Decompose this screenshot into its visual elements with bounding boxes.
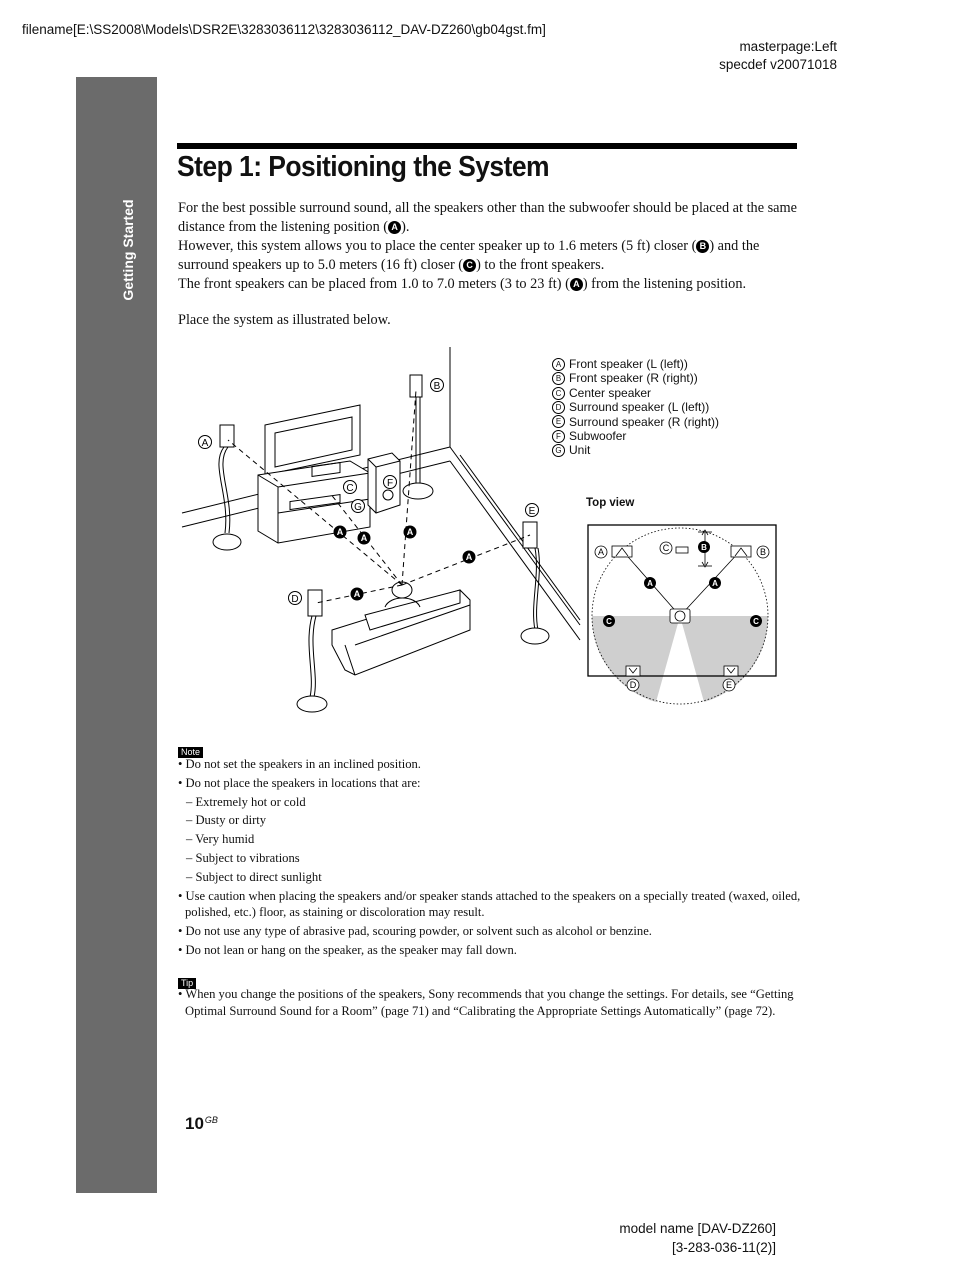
badge-a: A — [570, 278, 583, 291]
svg-text:A: A — [360, 533, 368, 543]
intro-paragraph-3: The front speakers can be placed from 1.0 to 7.0 meters (3 to 23 ft) ( A ) from the listening position. — [178, 276, 747, 292]
legend-item: D Surround speaker (L (left)) — [552, 400, 719, 414]
legend-item: E Surround speaker (R (right)) — [552, 415, 719, 429]
note-subitem: – Extremely hot or cold — [186, 794, 306, 809]
footer-model: model name [DAV-DZ260] — [619, 1221, 776, 1236]
badge-c: C — [463, 259, 476, 272]
badge-a: A — [388, 221, 401, 234]
page-suffix: GB — [204, 1115, 218, 1125]
note-item: • Do not place the speakers in locations that are: — [178, 775, 421, 790]
note-item: • Do not use any type of abrasive pad, scouring powder, or solvent such as alcohol or benzine. — [178, 924, 652, 939]
label-a — [199, 436, 212, 450]
svg-text:C: C — [753, 617, 759, 626]
header-masterpage — [719, 38, 837, 74]
svg-text:B: B — [433, 381, 441, 392]
section-sidebar — [76, 77, 157, 1193]
footer — [619, 1219, 776, 1257]
legend-item: F Subwoofer — [552, 429, 719, 443]
legend-item: G Unit — [552, 443, 719, 457]
legend-letter: G — [552, 444, 565, 457]
svg-text:E: E — [725, 680, 733, 690]
svg-text:C: C — [346, 483, 354, 494]
note-subitem: – Subject to direct sunlight — [186, 869, 322, 884]
svg-text:A: A — [712, 579, 718, 588]
svg-text:A: A — [201, 438, 209, 449]
legend-item: B Front speaker (R (right)) — [552, 371, 719, 385]
svg-text:G: G — [354, 502, 362, 513]
svg-text:A: A — [465, 552, 473, 562]
note-subitem: – Dusty or dirty — [186, 813, 267, 828]
svg-text:A: A — [353, 589, 361, 599]
note-tag: Note — [178, 742, 203, 760]
tip-item: • When you change the positions of the speakers, Sony recommends that you change the settings. For details, see “Getting Optimal Surround Sound for a Room” (page 71) and “Calibrating the Appropriate Settings Automatically” (page 72). — [178, 987, 794, 1018]
label-e — [526, 504, 539, 518]
masterpage-text: masterpage:Left — [739, 39, 837, 54]
legend-letter: C — [552, 387, 565, 400]
specdef-text: specdef v20071018 — [719, 57, 837, 72]
note-item: • Use caution when placing the speakers and/or speaker stands attached to the speakers on a specially treated (waxed, oiled, polished, etc.) floor, as staining or discoloration may result. — [178, 888, 801, 920]
svg-text:D: D — [629, 680, 637, 690]
svg-text:A: A — [647, 579, 653, 588]
legend-item: A Front speaker (L (left)) — [552, 357, 719, 371]
footer-code: [3-283-036-11(2)] — [671, 1240, 776, 1255]
page-number: $10^{GB}$ — [185, 1114, 218, 1133]
svg-text:C: C — [662, 543, 670, 553]
svg-text:A: A — [597, 547, 605, 557]
intro-text — [178, 199, 803, 294]
label-d — [289, 592, 302, 606]
note-subitem: – Very humid — [186, 832, 255, 847]
tip-text — [178, 986, 803, 1020]
tip-tag: Tip — [178, 973, 196, 991]
legend-letter: F — [552, 430, 565, 443]
page-title: Step 1: Positioning the System — [177, 151, 550, 183]
legend-letter: B — [552, 372, 565, 385]
badge-b: B — [696, 240, 709, 253]
label-c — [344, 481, 357, 495]
svg-text:B: B — [759, 547, 767, 557]
speaker-legend — [552, 357, 719, 458]
svg-text:E: E — [528, 506, 536, 517]
intro-paragraph-1: For the best possible surround sound, all the speakers other than the subwoofer should be placed at the same distance from the listening position ( A ). — [178, 200, 797, 235]
title-rule — [177, 143, 797, 149]
label-b — [431, 379, 444, 393]
intro-paragraph-2: However, this system allows you to place the center speaker up to 1.6 meters (5 ft) closer ( B ) and the surround speakers up to 5.0 meters (16 ft) closer ( C ) to the front speakers. — [178, 238, 760, 273]
note-item: • Do not set the speakers in an inclined position. — [178, 757, 421, 771]
svg-text:C: C — [606, 617, 612, 626]
top-view-label: Top view — [586, 497, 635, 509]
header-filename: filename[E:\SS2008\Models\DSR2E\3283036112\3283036112_DAV-DZ260\gb04gst.fm] — [22, 22, 546, 37]
legend-item: C Center speaker — [552, 386, 719, 400]
note-subitem: – Subject to vibrations — [186, 850, 300, 865]
note-list — [178, 755, 803, 960]
legend-letter: D — [552, 401, 565, 414]
svg-text:B: B — [701, 543, 707, 552]
label-g — [352, 500, 365, 514]
svg-text:F: F — [386, 478, 394, 489]
note-item: • Do not lean or hang on the speaker, as the speaker may fall down. — [178, 942, 517, 957]
sidebar-label: Getting Started — [120, 199, 136, 301]
label-f — [384, 476, 397, 490]
svg-text:A: A — [336, 527, 344, 537]
top-view-diagram — [586, 520, 782, 716]
svg-text:A: A — [406, 527, 414, 537]
svg-text:D: D — [291, 594, 299, 605]
place-instruction: Place the system as illustrated below. — [178, 312, 391, 328]
legend-letter: A — [552, 358, 565, 371]
legend-letter: E — [552, 415, 565, 428]
